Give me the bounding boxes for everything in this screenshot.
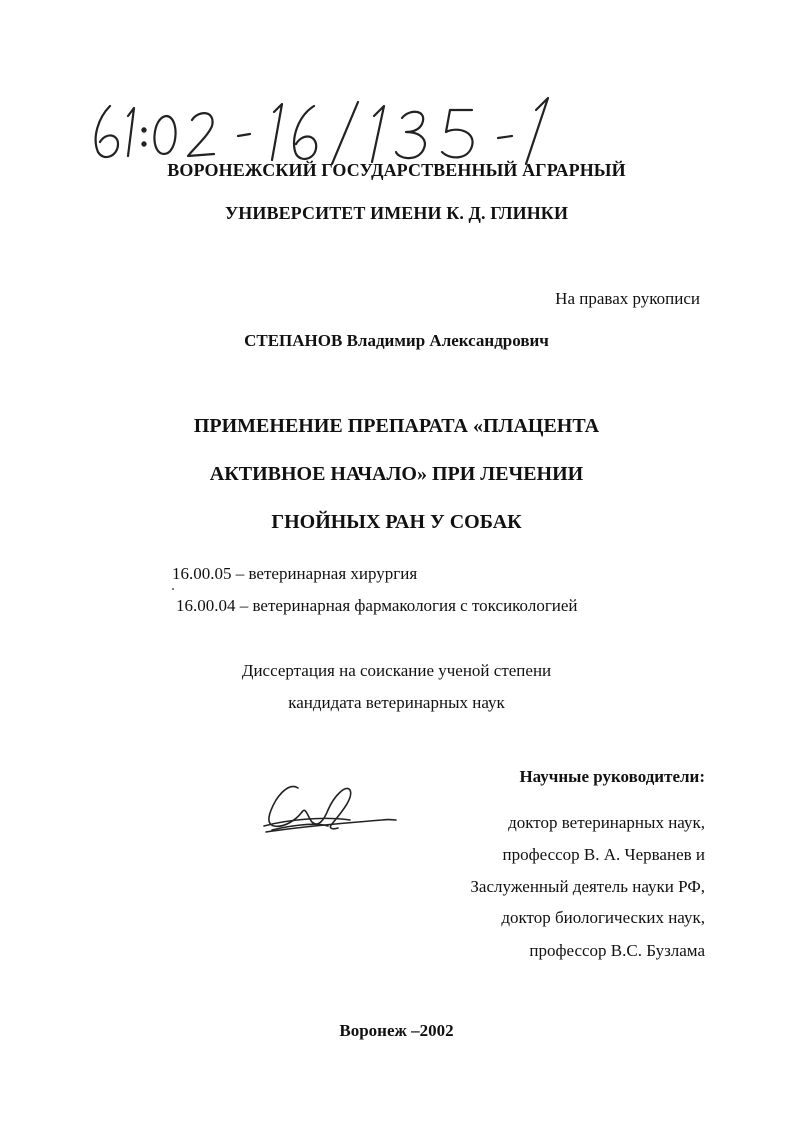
city-year: Воронеж –2002: [339, 1021, 454, 1040]
handwritten-signature: [262, 780, 397, 840]
title-line-2: АКТИВНОЕ НАЧАЛО» ПРИ ЛЕЧЕНИИ: [209, 463, 584, 485]
specialty-code-surgery: 16.00.05 – ветеринарная хирургия: [172, 564, 418, 583]
supervisor-line-5: профессор В.С. Бузлама: [529, 941, 705, 960]
supervisor-line-2: профессор В. А. Черванев и: [502, 845, 705, 864]
scan-speck: [172, 588, 174, 590]
university-name-line-2: УНИВЕРСИТЕТ ИМЕНИ К. Д. ГЛИНКИ: [224, 203, 569, 223]
dissertation-degree-line-2: кандидата ветеринарных наук: [288, 693, 505, 712]
supervisors-heading: Научные руководители:: [519, 767, 705, 786]
title-line-3: ГНОЙНЫХ РАН У СОБАК: [271, 511, 522, 533]
dissertation-degree-line-1: Диссертация на соискание ученой степени: [241, 661, 552, 680]
supervisor-line-1: доктор ветеринарных наук,: [508, 813, 705, 832]
specialty-code-pharmacology: 16.00.04 – ветеринарная фармакология с токсикологией: [176, 596, 578, 615]
handwritten-archive-number: [88, 96, 558, 166]
title-line-1: ПРИМЕНЕНИЕ ПРЕПАРАТА «ПЛАЦЕНТА: [193, 415, 600, 437]
manuscript-note: На правах рукописи: [555, 289, 700, 308]
author-name: СТЕПАНОВ Владимир Александрович: [244, 331, 549, 350]
supervisor-line-4: доктор биологических наук,: [501, 908, 705, 927]
university-name-line-1: ВОРОНЕЖСКИЙ ГОСУДАРСТВЕННЫЙ АГРАРНЫЙ: [167, 160, 626, 180]
supervisor-line-3: Заслуженный деятель науки РФ,: [470, 877, 705, 896]
